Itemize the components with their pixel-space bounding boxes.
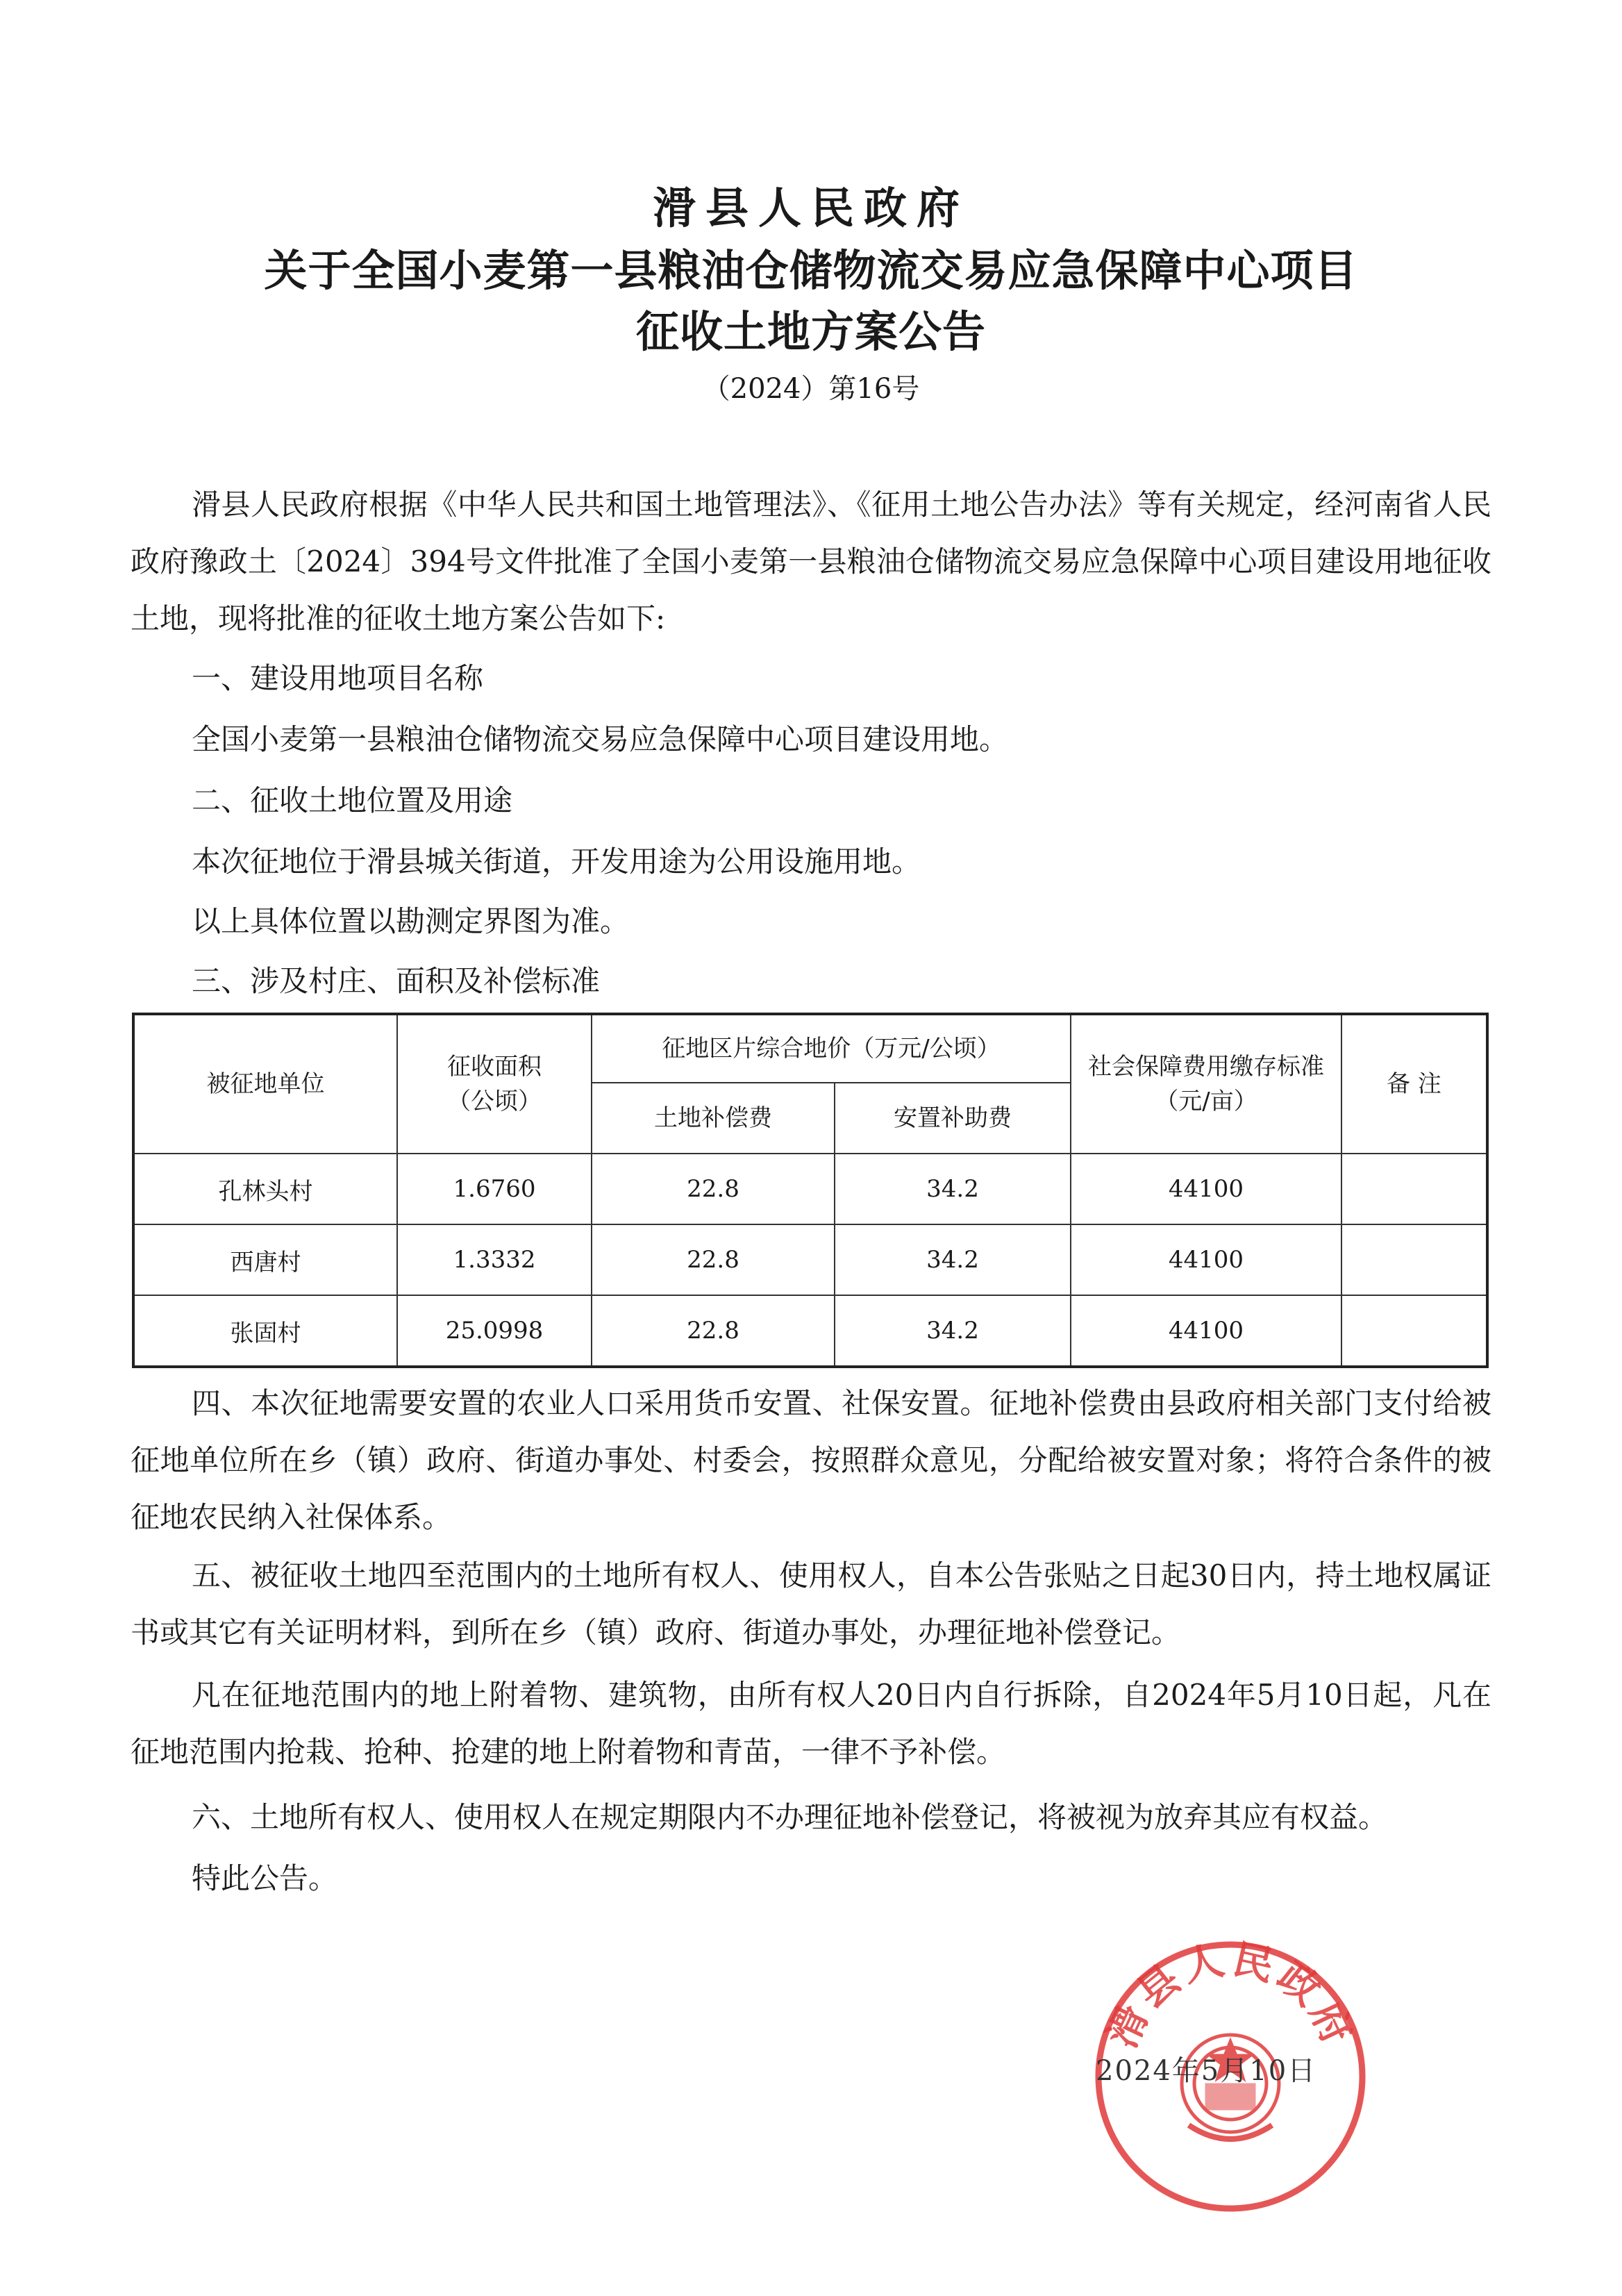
header-area-unit: （公顷）	[447, 1088, 542, 1115]
cell-land-comp: 22.8	[592, 1295, 835, 1367]
header-resettle: 安置补助费	[835, 1083, 1071, 1154]
table-row	[133, 1154, 1487, 1224]
cell-area: 1.3332	[397, 1224, 592, 1295]
table-row	[133, 1224, 1487, 1295]
section1-heading: 一、建设用地项目名称	[192, 661, 484, 695]
document-title-line1: 关于全国小麦第一县粮油仓储物流交易应急保障中心项目	[264, 245, 1358, 296]
cell-remark	[1341, 1295, 1487, 1367]
intro-paragraph: 滑县人民政府根据《中华人民共和国土地管理法》、《征用土地公告办法》等有关规定，经河南省人民政府豫政土〔2024〕394号文件批准了全国小麦第一县粮油仓储物流交易应急保障中心项目建设用地征收土地，现将批准的征收土地方案公告如下:	[131, 488, 1491, 635]
section5-demolition-paragraph: 凡在征地范围内的地上附着物、建筑物，由所有权人20日内自行拆除，自2024年5月10日起，凡在征地范围内抢栽、抢种、抢建的地上附着物和青苗，一律不予补偿。	[131, 1678, 1491, 1769]
cell-social: 44100	[1071, 1295, 1341, 1367]
cell-resettle: 34.2	[835, 1154, 1071, 1224]
svg-text:滑县人民政府: 滑县人民政府	[1098, 1938, 1363, 2055]
header-land-comp: 土地补偿费	[592, 1083, 835, 1154]
section5-paragraph: 五、被征收土地四至范围内的土地所有权人、使用权人，自本公告张贴之日起30日内，持土地权属证书或其它有关证明材料，到所在乡（镇）政府、街道办事处，办理征地补偿登记。	[131, 1558, 1491, 1649]
header-price-group: 征地区片综合地价（万元/公顷）	[592, 1014, 1071, 1083]
cell-area: 25.0998	[397, 1295, 592, 1367]
section3-heading: 三、涉及村庄、面积及补偿标准	[192, 964, 601, 998]
cell-area: 1.6760	[397, 1154, 592, 1224]
header-remark: 备 注	[1341, 1014, 1487, 1154]
cell-land-comp: 22.8	[592, 1224, 835, 1295]
section6-paragraph: 六、土地所有权人、使用权人在规定期限内不办理征地补偿登记，将被视为放弃其应有权益。	[192, 1800, 1388, 1834]
issue-date: 2024年5月10日	[1096, 2055, 1317, 2087]
header-area-label: 征收面积	[447, 1053, 542, 1081]
cell-remark	[1341, 1224, 1487, 1295]
cell-unit: 孔林头村	[133, 1154, 397, 1224]
section2-heading: 二、征收土地位置及用途	[192, 783, 513, 817]
issuer-title: 滑县人民政府	[652, 183, 969, 233]
cell-remark	[1341, 1154, 1487, 1224]
cell-unit: 西唐村	[133, 1224, 397, 1295]
header-social-label: 社会保障费用缴存标准	[1088, 1053, 1324, 1081]
header-social-unit: （元/亩）	[1155, 1088, 1257, 1115]
section4-paragraph: 四、本次征地需要安置的农业人口采用货币安置、社保安置。征地补偿费由县政府相关部门支付给被征地单位所在乡（镇）政府、街道办事处、村委会，按照群众意见，分配给被安置对象；将符合条件的被征地农民纳入社保体系。	[131, 1386, 1491, 1534]
document-number: （2024）第16号	[702, 373, 920, 405]
cell-unit: 张固村	[133, 1295, 397, 1367]
document-title-line2: 征收土地方案公告	[635, 306, 986, 357]
header-unit: 被征地单位	[133, 1014, 397, 1154]
header-area	[397, 1014, 592, 1154]
cell-social: 44100	[1071, 1224, 1341, 1295]
cell-social: 44100	[1071, 1154, 1341, 1224]
closing-text: 特此公告。	[192, 1861, 338, 1895]
table-row	[133, 1295, 1487, 1367]
section1-text: 全国小麦第一县粮油仓储物流交易应急保障中心项目建设用地。	[192, 722, 1009, 756]
section2-text2: 以上具体位置以勘测定界图为准。	[192, 904, 630, 938]
cell-land-comp: 22.8	[592, 1154, 835, 1224]
header-social	[1071, 1014, 1341, 1154]
compensation-table	[132, 1013, 1489, 1368]
cell-resettle: 34.2	[835, 1295, 1071, 1367]
cell-resettle: 34.2	[835, 1224, 1071, 1295]
section2-text1: 本次征地位于滑县城关街道，开发用途为公用设施用地。	[192, 845, 921, 879]
